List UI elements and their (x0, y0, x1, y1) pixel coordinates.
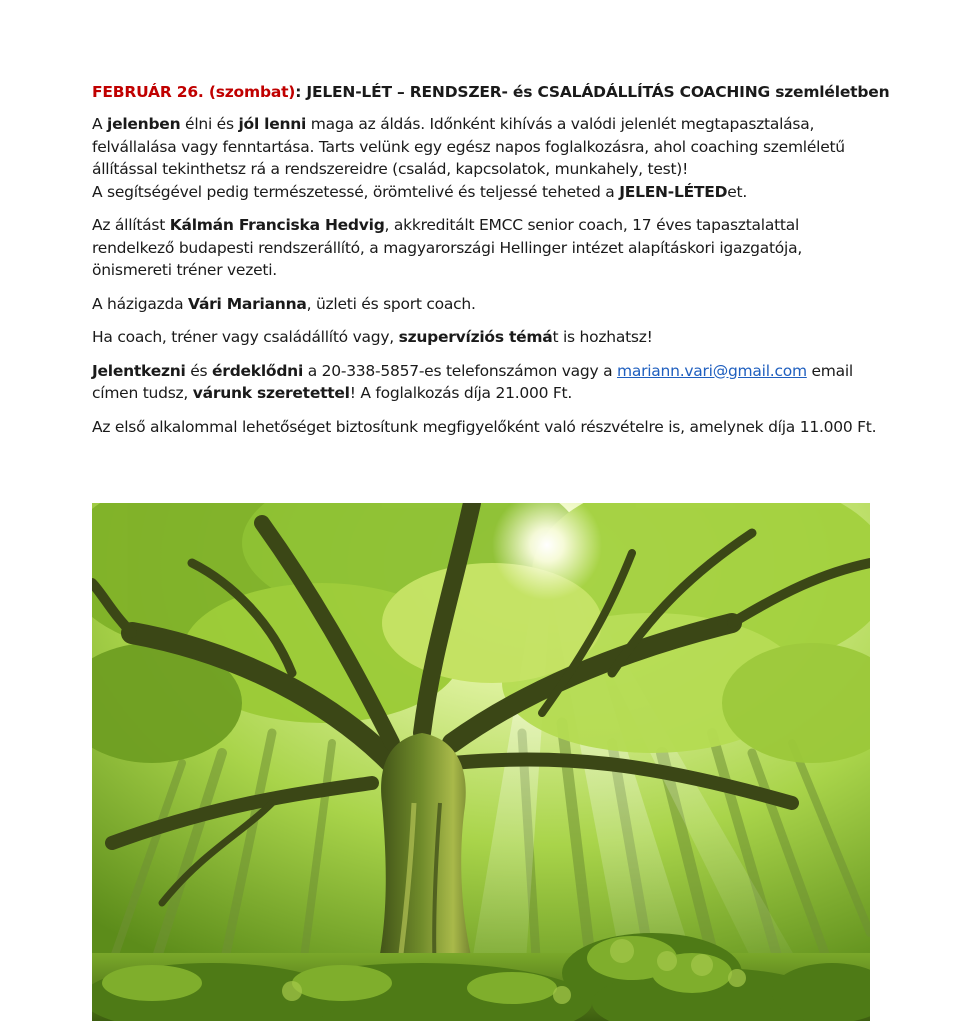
host-name: Vári Marianna (188, 294, 307, 313)
tree-illustration (92, 503, 870, 1021)
facilitator-paragraph (92, 214, 882, 282)
text-run: ! A foglalkozás díja 21.000 Ft. (349, 384, 573, 402)
bold-run: érdeklődni (212, 361, 304, 380)
text-run: a 20-338-5857-es telefonszámon vagy a (303, 361, 618, 380)
facilitator-name: Kálmán Franciska Hedvig (169, 216, 385, 234)
text-run: és (185, 361, 213, 380)
bold-run: szupervíziós témá (398, 328, 553, 346)
text-run: Ha coach, tréner vagy családállító vagy, (92, 328, 399, 346)
text-run: Az első alkalommal lehetőséget biztosítunk megfigyelőként való részvételre is, amelynek díja 11.000 Ft. (92, 417, 877, 436)
host-paragraph (92, 293, 882, 316)
text-run: élni és (180, 115, 239, 133)
bold-run: jól lenni (238, 115, 307, 133)
text-run: , üzleti és sport coach. (306, 294, 476, 313)
event-title: JELEN-LÉT – RENDSZER- és CSALÁDÁLLÍTÁS COACHING szemléletben (301, 83, 890, 101)
text-run: A segítségével pedig természetessé, örömtelivé és teljessé teheted a (92, 182, 620, 201)
bold-run: JELEN-LÉTED (619, 182, 728, 201)
event-announcement (92, 80, 890, 449)
heading-separator: : (295, 83, 302, 101)
bold-run: jelenben (107, 115, 181, 133)
text-run: A (92, 115, 108, 133)
event-heading (92, 80, 890, 104)
text-run: Az állítást (92, 216, 170, 234)
text-run: et. (727, 182, 747, 201)
text-run: t is hozhatsz! (552, 328, 653, 346)
event-date: FEBRUÁR 26. (szombat) (92, 83, 296, 101)
tree-photo (92, 503, 870, 1021)
registration-paragraph (92, 360, 882, 405)
observer-paragraph (92, 416, 882, 439)
supervision-paragraph (92, 326, 882, 349)
text-run: , akkreditált EMCC senior coach, 17 éves tapasztalattal rendelkező budapesti rendszerállító, a magyarországi Hellinger intézet alapításkori igazgatója, önismereti tréner vezeti. (92, 216, 803, 279)
email-link[interactable]: mariann.vari@gmail.com (617, 361, 807, 380)
bold-run: Jelentkezni (92, 361, 186, 380)
bold-run: várunk szeretettel (192, 384, 350, 402)
text-run: email címen tudsz, (92, 361, 853, 402)
intro-paragraph (92, 113, 882, 203)
text-run: A házigazda (92, 294, 189, 313)
text-run: maga az áldás. Időnként kihívás a valódi jelenlét megtapasztalása, felvállalása vagy fenntartása. Tarts velünk egy egész napos foglalkozásra, ahol coaching szemléletű állítással tekinthetsz rá a rendszereidre (család, kapcsolatok, munkahely, test)! (92, 115, 845, 178)
